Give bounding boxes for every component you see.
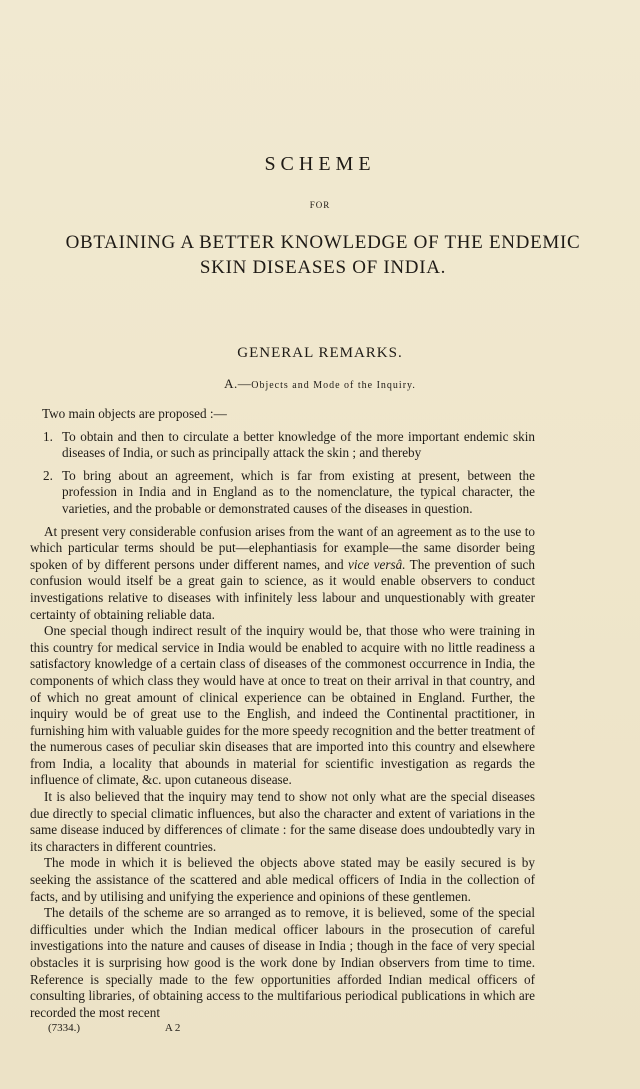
scheme-heading: SCHEME: [264, 153, 376, 175]
list-item: [30, 468, 535, 518]
paragraph-text: The mode in which it is believed the objects above stated may be easily secured is by seeking the assistance of the scattered and able medical officers of India in the collection of facts, and by utilising and unifying the experience and opinions of these gentlemen.: [30, 855, 535, 904]
list-item-text: To bring about an agreement, which is far from existing at present, between the profession in India and in England as to the nomenclature, the typical character, the varieties, and the probable or demonstrated causes of the diseases in question.: [62, 467, 535, 516]
page-footer: [48, 1022, 448, 1034]
intro-line: Two main objects are proposed :—: [42, 406, 227, 421]
list-item: [30, 429, 535, 462]
signature-mark: A 2: [164, 1022, 181, 1034]
body-text: [30, 406, 535, 1021]
paragraph: [30, 855, 535, 905]
title-line-1: OBTAINING A BETTER KNOWLEDGE OF THE ENDEMIC: [65, 232, 581, 253]
list-item-number: 2.: [43, 467, 53, 483]
list-item-text: To obtain and then to circulate a better knowledge of the more important endemic skin diseases of India, or such as principally attack the skin ; and thereby: [62, 428, 535, 461]
paragraph: [30, 905, 535, 1021]
paragraph-text-after: The prevention of such confusion would itself be a great gain to science, as it would enable observers to conduct investigations relative to diseases with infinitely less labour and unquestionably with greater certainty of obtaining reliable data.: [30, 556, 535, 622]
document-title: [28, 230, 618, 280]
paragraph-italic: vice versâ.: [347, 556, 406, 572]
section-heading: GENERAL REMARKS.: [237, 345, 403, 361]
for-label: FOR: [309, 200, 331, 210]
title-line-2: SKIN DISEASES OF INDIA.: [199, 257, 447, 278]
paragraph-text: It is also believed that the inquiry may tend to show not only what are the special diseases due directly to special climatic influences, but also the character and extent of variations in the same disease induced by differences of climate : for the same disease does undoubtedly vary in its characters in different countries.: [30, 789, 535, 854]
paragraph: [30, 524, 535, 624]
paragraph-text: One special though indirect result of the inquiry would be, that those who were training in this country for medical service in India would be enabled to acquire with no little readiness a satisfactory knowledge of a certain class of diseases of the commonest occurrence in India, the components of which class they would have at once to treat on their arrival in that country, and of which no great amount of clinical experience can be obtained in England. Further, the inquiry would be of great use to the English, and indeed the Continental practitioner, in furnishing him with valuable guides for the more speedy recognition and the better treatment of the numerous cases of peculiar skin diseases that are imported into this country and elsewhere from India, a locality that abounds in material for scientific investigation as regards the influence of climate, &c. upon cutaneous disease.: [30, 623, 535, 788]
subsection-text: Objects and Mode of the Inquiry.: [251, 380, 416, 391]
list-item-number: 1.: [43, 428, 53, 444]
subsection-heading: [0, 376, 640, 392]
print-number: (7334.): [48, 1022, 81, 1034]
paragraph: [30, 789, 535, 855]
paragraph-text: The details of the scheme are so arranged as to remove, it is believed, some of the special difficulties under which the Indian medical officer labours in the prosecution of careful investigations into the nature and causes of disease in India ; though in the face of very special obstacles it is surprising how good is the work done by Indian observers from time to time. Reference is specially made to the few opportunities afforded Indian medical officers of consulting libraries, of obtaining access to the multifarious periodical publications in which are recorded the most recent: [30, 905, 535, 1020]
subsection-letter: A.—: [224, 376, 252, 391]
paragraph: [30, 623, 535, 789]
paragraph-text: At present very considerable confusion arises from the want of an agreement as to the use to which particular terms should be put—elephantiasis for example—the same disorder being spoken of by different persons under different names, and: [30, 523, 535, 572]
